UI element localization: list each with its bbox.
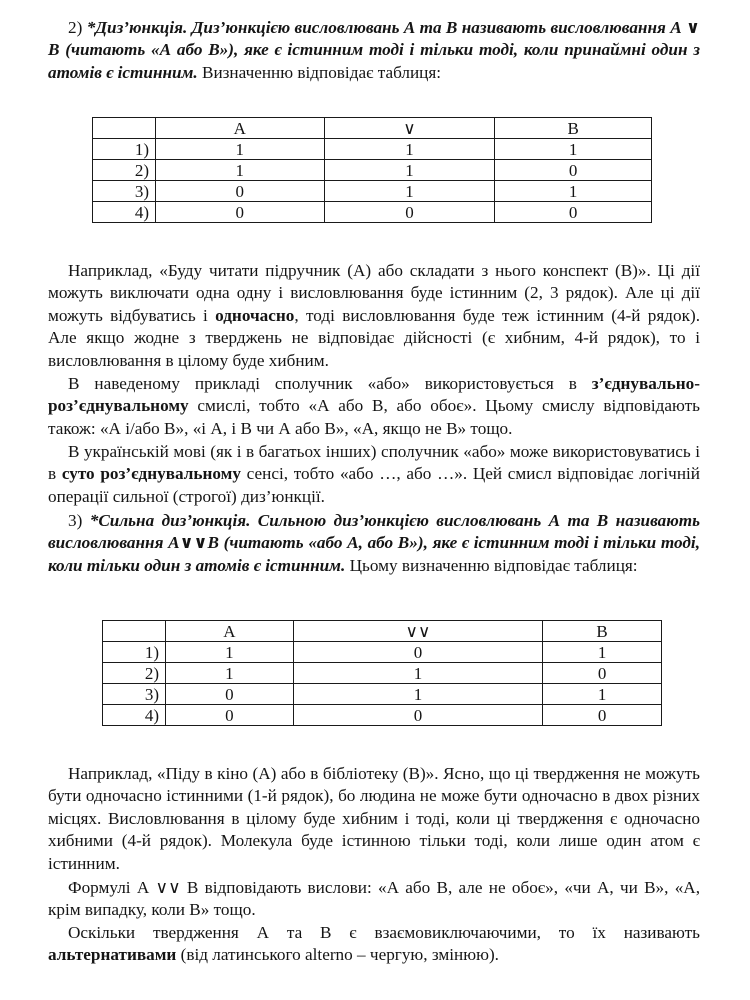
- table2-cell: [103, 621, 166, 642]
- table2-row: [103, 663, 662, 684]
- example-1-text-a: Наприклад, «Буду читати підручник (А) або складати з нього конспект (В)». Ці дії можуть виключати одна одну і висловлювання буде істинним (2, 3 рядок). Але ці дії можуть відбуватись і: [48, 261, 700, 325]
- disjunction-truth-table: [92, 117, 652, 223]
- table1-cell: 0: [495, 160, 652, 181]
- table2-cell: 2): [103, 663, 166, 684]
- table1-cell: 0: [156, 181, 325, 202]
- table2-cell: 0: [166, 684, 294, 705]
- table2-cell: 1: [543, 684, 662, 705]
- example-2-text-a: В наведеному прикладі сполучник «або» використовується в: [68, 374, 592, 393]
- table1-cell: 1: [324, 160, 495, 181]
- section-3-definition-text: Сильною диз’юнкцією висловлювань А та В називають висловлювання А∨∨В (читають «або А, або В»), яке є істинним тоді і тільки тоді, коли тільки один з атомів є істинним.: [48, 511, 701, 575]
- table1-cell: 1: [156, 139, 325, 160]
- table1-cell: ∨: [324, 118, 495, 139]
- example-3-bold: суто роз’єднувальному: [61, 464, 241, 484]
- table2-cell: 0: [543, 705, 662, 726]
- table1-cell: 0: [495, 202, 652, 223]
- table2-cell: 0: [293, 705, 542, 726]
- table2-cell: 1: [166, 663, 294, 684]
- strong-disjunction-truth-table: [102, 620, 662, 726]
- table1-cell: 1: [324, 181, 495, 202]
- table2-cell: 1): [103, 642, 166, 663]
- table1-row: [93, 139, 652, 160]
- table2-cell: 0: [166, 705, 294, 726]
- section-3-number: 3): [68, 511, 83, 530]
- table2-cell: 4): [103, 705, 166, 726]
- table2-row: [103, 642, 662, 663]
- example-2-text-c: смислі, тобто «А або В, або обоє». Цьому смислу відповідають також: «А і/або В», «і А, і В чи А або В», «А, якщо не В» тощо.: [48, 396, 700, 438]
- example-paragraph-6: [48, 922, 700, 967]
- section-2-number: 2): [68, 18, 83, 37]
- table1-row: [93, 160, 652, 181]
- table1-cell: 3): [93, 181, 156, 202]
- table1-row: [93, 181, 652, 202]
- section-2-definition-text: Диз’юнкцією висловлювань А та В називають висловлювання А ∨ В (читають «А або В»), яке є істинним тоді і тільки тоді, коли принаймні один з атомів є істинним.: [48, 18, 700, 82]
- table2-cell: 1: [293, 684, 542, 705]
- table1-cell: 2): [93, 160, 156, 181]
- table1-header-row: [93, 118, 652, 139]
- example-6-text-c: (від латинського alterno – чергую, змінюю).: [176, 945, 499, 965]
- example-3-text-c: сенсі, тобто «або …, або …». Цей смисл відповідає логічній операції сильної (строгої) диз’юнкції.: [48, 464, 700, 506]
- table2-cell: A: [166, 621, 294, 642]
- section-2-definition: [48, 17, 700, 84]
- table1-cell: 0: [156, 202, 325, 223]
- example-paragraph-3: [48, 441, 700, 508]
- table2-header-row: [103, 621, 662, 642]
- example-3-text-a: В українській мові (як і в багатьох інших) сполучник «або» може використовуватись і в: [48, 442, 700, 484]
- table1-cell: 0: [324, 202, 495, 223]
- example-1-bold: одночасно: [215, 305, 295, 325]
- table1-row: [93, 202, 652, 223]
- table1-cell: B: [495, 118, 652, 139]
- example-paragraph-2: [48, 373, 700, 440]
- table1-cell: 1): [93, 139, 156, 160]
- example-2-bold: з’єднувально-роз’єднувальному: [48, 374, 700, 416]
- table1-cell: 4): [93, 202, 156, 223]
- example-6-bold: альтернативами: [48, 945, 177, 965]
- table2-cell: B: [543, 621, 662, 642]
- table2-cell: 1: [543, 642, 662, 663]
- section-3-definition: [48, 510, 700, 577]
- table2-row: [103, 684, 662, 705]
- table1-cell: 1: [324, 139, 495, 160]
- example-paragraph-1: [48, 260, 700, 372]
- table1-cell: 1: [156, 160, 325, 181]
- section-3-term: *Сильна диз’юнкція.: [89, 511, 251, 530]
- table1-cell: A: [156, 118, 325, 139]
- table1-cell: 1: [495, 139, 652, 160]
- table2-cell: 1: [293, 663, 542, 684]
- table1-cell: [93, 118, 156, 139]
- table2-cell: ∨∨: [293, 621, 542, 642]
- section-2-after: Визначенню відповідає таблиця:: [201, 62, 442, 82]
- example-paragraph-4: Наприклад, «Піду в кіно (А) або в бібліотеку (В)». Ясно, що ці твердження не можуть бути одночасно істинними (1-й рядок), бо людина не може бути одночасно в двох різних місцях. Висловлювання в цілому буде хибним і тоді, коли ці твердження є одночасно хибними (4-й рядок). Молекула буде істинною тільки тоді, коли лише один атом є істинним.: [48, 764, 700, 873]
- section-3-after: Цьому визначенню відповідає таблиця:: [349, 555, 638, 575]
- table2-cell: 3): [103, 684, 166, 705]
- table2-cell: 0: [293, 642, 542, 663]
- table2-cell: 1: [166, 642, 294, 663]
- example-1-text-c: , тоді висловлювання буде теж істинним (4-й рядок). Але якщо жодне з тверджень не відповідає дійсності (є хибним, 4-й рядок), то і висловлювання в цілому буде хибним.: [48, 305, 700, 370]
- example-6-text-a: Оскільки твердження А та В є взаємовиключаючими, то їх називають: [68, 923, 700, 942]
- table1-cell: 1: [495, 181, 652, 202]
- table2-cell: 0: [543, 663, 662, 684]
- example-paragraph-5: Формулі А ∨∨ В відповідають вислови: «А або В, але не обоє», «чи А, чи В», «А, крім випадку, коли В» тощо.: [48, 878, 700, 920]
- table2-row: [103, 705, 662, 726]
- section-2-term: *Диз’юнкція.: [86, 18, 188, 37]
